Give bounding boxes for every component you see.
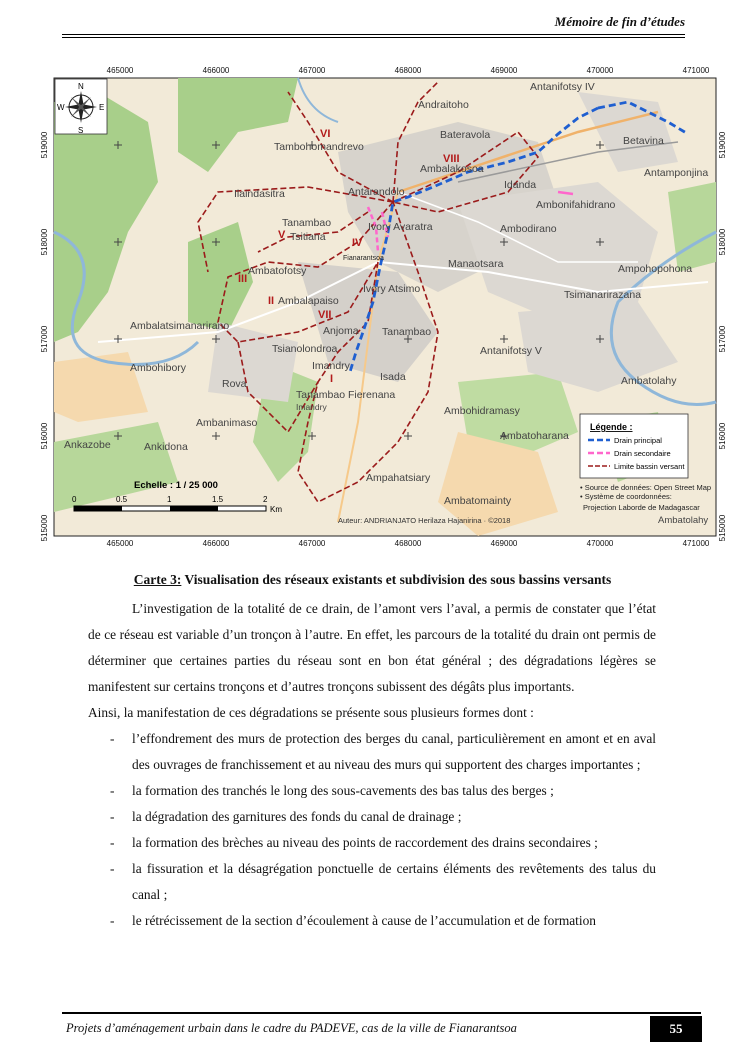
list-item: - la fissuration et la désagrégation ponctuelle de certains éléments des revêtements des talus du canal ; bbox=[110, 861, 656, 902]
footer-text: Projets d’aménagement urbain dans le cadre du PADEVE, cas de la ville de Fianarantsoa bbox=[66, 1021, 517, 1035]
place-label: Bateravola bbox=[440, 129, 491, 141]
x-tick-bottom: 471000 bbox=[682, 539, 710, 546]
x-tick-top: 467000 bbox=[298, 66, 326, 75]
place-label: Tanambao bbox=[282, 217, 332, 229]
x-tick-top: 465000 bbox=[106, 66, 134, 75]
legend-title: Légende : bbox=[590, 422, 633, 432]
place-label: Ankazobe bbox=[64, 439, 111, 451]
list-item: - la formation des brèches au niveau des points de raccordement des drains secondaires ; bbox=[110, 835, 598, 850]
place-label: Manaotsara bbox=[448, 258, 504, 270]
place-label: Idanda bbox=[504, 179, 537, 191]
basin-label: IV bbox=[352, 237, 363, 249]
header-title: Mémoire de fin d’études bbox=[554, 14, 685, 29]
map-legend bbox=[580, 414, 688, 478]
map-author: Auteur: ANDRIANJATO Herilaza Hajanirina · ©2018 bbox=[338, 516, 511, 525]
place-label: Ambalatsimanarirano bbox=[130, 320, 230, 332]
list-item: - la dégradation des garnitures des fonds du canal de drainage ; bbox=[110, 809, 462, 824]
place-label: Tsianolondroa bbox=[272, 343, 338, 355]
x-tick-top: 468000 bbox=[394, 66, 422, 75]
place-label: Tambohomandrevo bbox=[274, 141, 364, 153]
svg-text:1.5: 1.5 bbox=[212, 495, 224, 504]
svg-text:1: 1 bbox=[167, 495, 172, 504]
paragraph: L’investigation de la totalité de ce drain, de l’amont vers l’aval, a permis de constater que l’état de ce réseau est variable d’un tronçon à l’autre. En effet, les parcours de la totalité du drain ont permis de déterminer que certaines parties du réseau sont en bon état général ; des dégradations légères se manifestent sur certains tronçons et d’autres tronçons subissent des dégâts plus importants. bbox=[88, 601, 656, 694]
x-tick-top: 471000 bbox=[682, 66, 710, 75]
place-label: Antanifotsy V bbox=[480, 345, 542, 357]
source-line: • Source de données: Open Street Map bbox=[580, 483, 712, 492]
map-figure bbox=[38, 62, 730, 546]
legend-item: Drain secondaire bbox=[614, 449, 671, 458]
x-tick-top: 469000 bbox=[490, 66, 518, 75]
svg-text:0: 0 bbox=[72, 495, 77, 504]
north-arrow bbox=[55, 79, 107, 135]
basin-label: III bbox=[238, 273, 248, 285]
place-label: Antamponjina bbox=[644, 167, 709, 179]
place-label: Ilaindasitra bbox=[234, 188, 285, 200]
y-tick-left: 518000 bbox=[40, 228, 49, 256]
paragraph: Ainsi, la manifestation de ces dégradations se présente sous plusieurs formes dont : bbox=[88, 705, 534, 720]
x-tick-bottom: 469000 bbox=[490, 539, 518, 546]
x-tick-top: 470000 bbox=[586, 66, 614, 75]
place-label: Ambatofotsy bbox=[248, 265, 307, 277]
svg-text:W: W bbox=[57, 103, 65, 112]
y-tick-right: 518000 bbox=[718, 228, 727, 256]
map-frame bbox=[54, 78, 716, 536]
place-label: Ambohidramasy bbox=[444, 405, 520, 417]
legend-item: Limite bassin versant bbox=[614, 462, 685, 471]
place-label: Isada bbox=[380, 371, 406, 383]
y-tick-left: 519000 bbox=[40, 131, 49, 159]
place-label: Ambanimaso bbox=[196, 417, 258, 429]
place-label: Ambalakosoa bbox=[420, 163, 484, 175]
figure-caption bbox=[0, 572, 745, 588]
basin-label: II bbox=[268, 295, 275, 307]
svg-text:N: N bbox=[78, 82, 84, 91]
place-label: Ivory Avaratra bbox=[368, 221, 433, 233]
basin-label: VIII bbox=[443, 153, 460, 165]
x-tick-bottom: 468000 bbox=[394, 539, 422, 546]
footer-divider bbox=[62, 1012, 701, 1014]
place-label: Ivory Atsimo bbox=[363, 283, 421, 295]
degradation-list bbox=[88, 726, 656, 934]
basin-label: I bbox=[330, 373, 334, 385]
source-line: Projection Laborde de Madagascar bbox=[583, 503, 700, 512]
place-label: Ampahatsiary bbox=[366, 472, 431, 484]
list-item: - la formation des tranchés le long des sous-cavements des bas talus des berges ; bbox=[110, 783, 554, 798]
basin-label: V bbox=[278, 229, 286, 241]
place-label: Imandry bbox=[296, 402, 327, 412]
place-label: Antanifotsy IV bbox=[530, 81, 595, 93]
place-label: Tsimanarirazana bbox=[564, 289, 642, 301]
place-label: Andraitoho bbox=[418, 99, 469, 111]
x-tick-bottom: 466000 bbox=[202, 539, 230, 546]
svg-text:E: E bbox=[99, 103, 105, 112]
place-label: Ambatolahy bbox=[621, 375, 677, 387]
place-label: Ambohibory bbox=[130, 362, 187, 374]
x-tick-bottom: 465000 bbox=[106, 539, 134, 546]
list-item: - le rétrécissement de la section d’écoulement à cause de l’accumulation et de formation bbox=[110, 913, 597, 928]
place-label: Tsitiana bbox=[290, 231, 326, 243]
place-label: Anjoma bbox=[323, 325, 359, 337]
legend-item: Drain principal bbox=[614, 436, 662, 445]
place-label: Imandry bbox=[312, 360, 350, 372]
basin-label: VI bbox=[320, 128, 331, 140]
scale-label: Echelle : 1 / 25 000 bbox=[134, 480, 218, 491]
x-tick-bottom: 467000 bbox=[298, 539, 326, 546]
place-label: Ambodirano bbox=[500, 223, 557, 235]
svg-text:0.5: 0.5 bbox=[116, 495, 128, 504]
place-label: Antarandolo bbox=[348, 186, 405, 198]
svg-text:2: 2 bbox=[263, 495, 268, 504]
place-label: Ampohopohona bbox=[618, 263, 693, 275]
svg-text:S: S bbox=[78, 126, 84, 135]
y-tick-right: 516000 bbox=[718, 422, 727, 450]
page-number: 55 bbox=[650, 1016, 702, 1042]
svg-text:Km: Km bbox=[270, 505, 282, 514]
place-label: Ambatolahy bbox=[658, 515, 709, 526]
x-tick-top: 466000 bbox=[202, 66, 230, 75]
place-label: Betavina bbox=[623, 135, 664, 147]
place-label: Ambalapaiso bbox=[278, 295, 339, 307]
body-text bbox=[88, 596, 656, 934]
place-label: Ambatoharana bbox=[500, 430, 569, 442]
caption-text: Visualisation des réseaux existants et subdivision des sous bassins versants bbox=[181, 572, 612, 587]
y-tick-right: 515000 bbox=[718, 514, 727, 542]
header-divider bbox=[62, 34, 685, 38]
place-label: Tanambao bbox=[382, 326, 432, 338]
y-tick-left: 515000 bbox=[40, 514, 49, 542]
y-tick-left: 516000 bbox=[40, 422, 49, 450]
y-tick-right: 519000 bbox=[718, 131, 727, 159]
place-label: Rova bbox=[222, 378, 247, 390]
source-line: • Système de coordonnées: bbox=[580, 492, 672, 501]
caption-label: Carte 3: bbox=[133, 572, 182, 587]
place-label: Ambonifahidrano bbox=[536, 199, 616, 211]
x-tick-bottom: 470000 bbox=[586, 539, 614, 546]
y-tick-left: 517000 bbox=[40, 325, 49, 353]
place-label: Fianarantsoa bbox=[343, 255, 384, 262]
place-label: Ankidona bbox=[144, 441, 188, 453]
list-item: - l’effondrement des murs de protection des berges du canal, particulièrement en amont et en aval des ouvrages de franchissement et au niveau des murs qui supportent des charges importantes ; bbox=[110, 731, 656, 772]
basin-label: VII bbox=[318, 309, 332, 321]
place-label: Tanambao Fierenana bbox=[296, 389, 396, 401]
y-tick-right: 517000 bbox=[718, 325, 727, 353]
place-label: Ambatomainty bbox=[444, 495, 512, 507]
